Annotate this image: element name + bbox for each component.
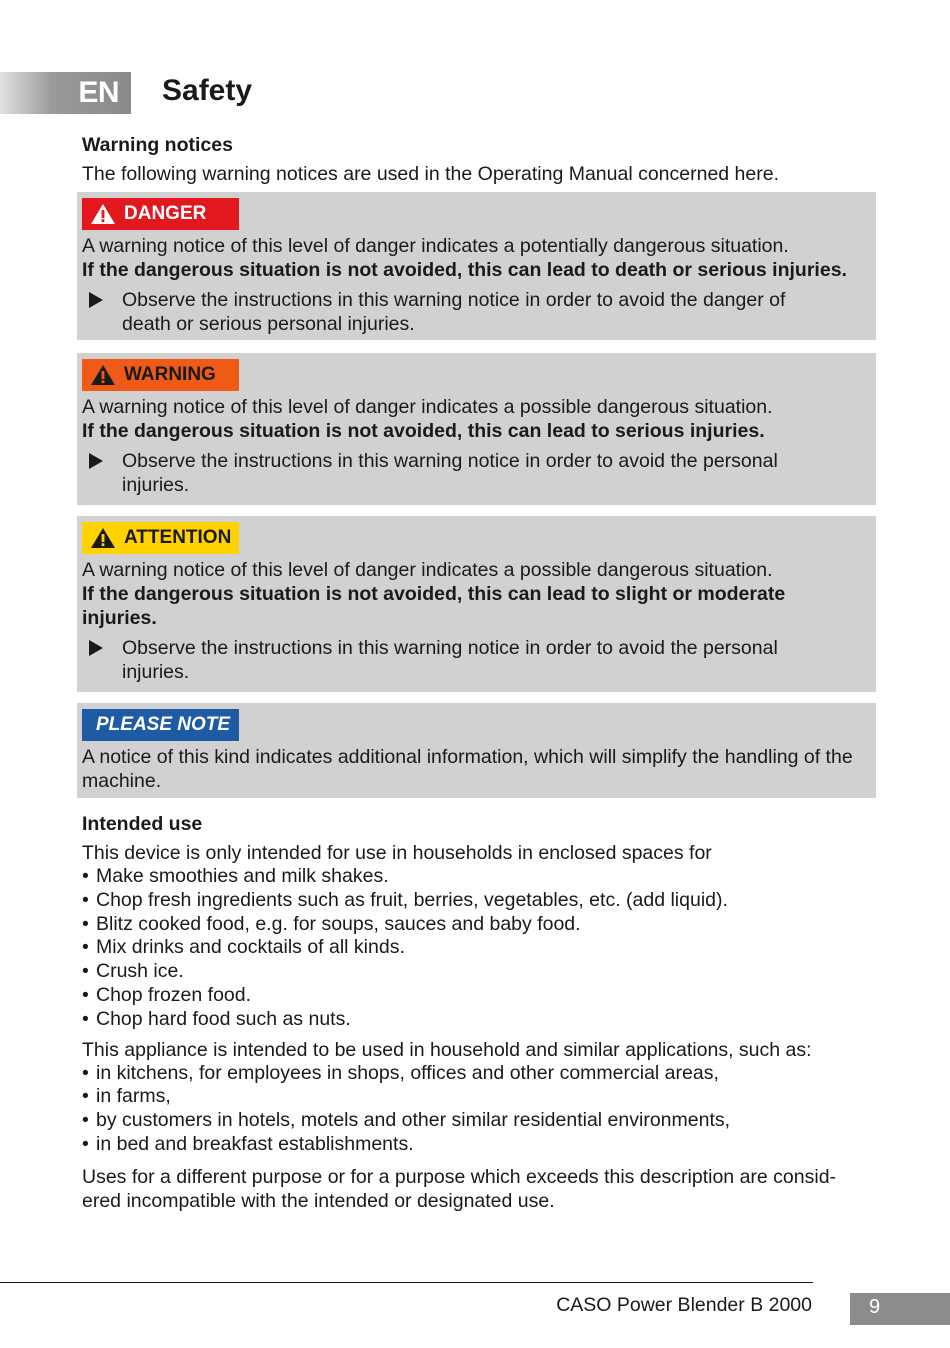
warning-label: WARNING: [124, 364, 216, 385]
list-item: • in bed and breakfast establishments.: [82, 1132, 414, 1155]
attention-badge: [82, 522, 239, 554]
appliance-intro: This appliance is intended to be used in household and similar applications, such as:: [82, 1038, 812, 1061]
intended-use-intro: This device is only intended for use in households in enclosed spaces for: [82, 842, 712, 864]
list-item: • Chop frozen food.: [82, 983, 252, 1006]
arrow-right-icon: [89, 640, 103, 656]
list-item: • Blitz cooked food, e.g. for soups, sauces and baby food.: [82, 912, 581, 935]
arrow-right-icon: [89, 453, 103, 469]
list-item: • by customers in hotels, motels and other similar residential environments,: [82, 1109, 731, 1132]
attention-consequence: If the dangerous situation is not avoided, this can lead to slight or moderate injuries.: [82, 583, 786, 629]
attention-description: A warning notice of this level of danger indicates a possible dangerous situation.: [82, 559, 773, 581]
list-item: • in farms,: [82, 1085, 171, 1108]
intended-use-heading: Intended use: [82, 813, 203, 835]
danger-badge: [82, 198, 239, 230]
applications-list: [82, 1062, 882, 1157]
warning-consequence: If the dangerous situation is not avoided, this can lead to serious injuries.: [82, 420, 765, 442]
note-badge: [82, 709, 239, 741]
list-item: • Chop hard food such as nuts.: [82, 1007, 351, 1030]
warning-triangle-icon: [90, 364, 116, 386]
attention-step: [82, 636, 876, 684]
note-label: PLEASE NOTE: [96, 714, 231, 735]
uses-list: [82, 865, 882, 1032]
page-title: Safety: [162, 74, 253, 107]
attention-label: ATTENTION: [124, 527, 232, 548]
language-code: EN: [78, 76, 119, 109]
danger-consequence: If the dangerous situation is not avoided, this can lead to death or serious injuries.: [82, 259, 847, 281]
attention-step-text: Observe the instructions in this warning notice in order to avoid the personal injuries.: [122, 637, 778, 683]
page-number: 9: [869, 1296, 881, 1318]
warning-badge: [82, 359, 239, 391]
warning-notice: [77, 353, 876, 505]
list-item: • Make smoothies and milk shakes.: [82, 865, 389, 887]
warning-notices-heading: Warning notices: [82, 134, 233, 156]
warning-triangle-icon: [90, 527, 116, 549]
warning-description: A warning notice of this level of danger indicates a possible dangerous situation.: [82, 396, 773, 418]
arrow-right-icon: [89, 292, 103, 308]
list-item: • Chop fresh ingredients such as fruit, berries, vegetables, etc. (add liquid).: [82, 888, 728, 911]
intended-use-section: [82, 812, 882, 1213]
warning-step-text: Observe the instructions in this warning notice in order to avoid the personal injuries.: [122, 450, 778, 496]
warning-notices-intro: [82, 133, 882, 186]
list-item: • in kitchens, for employees in shops, offices and other commercial areas,: [82, 1061, 719, 1084]
language-tab: [0, 72, 131, 114]
footer-divider: [0, 1282, 813, 1283]
note-notice: [77, 703, 876, 798]
list-item: • Mix drinks and cocktails of all kinds.: [82, 936, 405, 959]
warning-notices-text: The following warning notices are used in the Operating Manual concerned here.: [82, 163, 780, 185]
footer-product-name: CASO Power Blender B 2000: [556, 1294, 812, 1316]
danger-notice: [77, 192, 876, 340]
danger-label: DANGER: [124, 203, 207, 224]
danger-step: [82, 288, 876, 336]
warning-step: [82, 449, 876, 497]
list-item: • Crush ice.: [82, 960, 184, 983]
note-description: A notice of this kind indicates additional information, which will simplify the handling of the machine.: [82, 746, 853, 792]
danger-description: A warning notice of this level of danger indicates a potentially dangerous situation.: [82, 235, 789, 257]
attention-notice: [77, 516, 876, 692]
danger-step-text: Observe the instructions in this warning notice in order to avoid the danger of death or serious personal injuries.: [122, 289, 786, 335]
intended-use-closing: Uses for a different purpose or for a purpose which exceeds this description are consid-ered incompatible with the intended or designated use.: [82, 1165, 837, 1212]
page-number-tab: [850, 1293, 950, 1325]
warning-triangle-icon: [90, 203, 116, 225]
